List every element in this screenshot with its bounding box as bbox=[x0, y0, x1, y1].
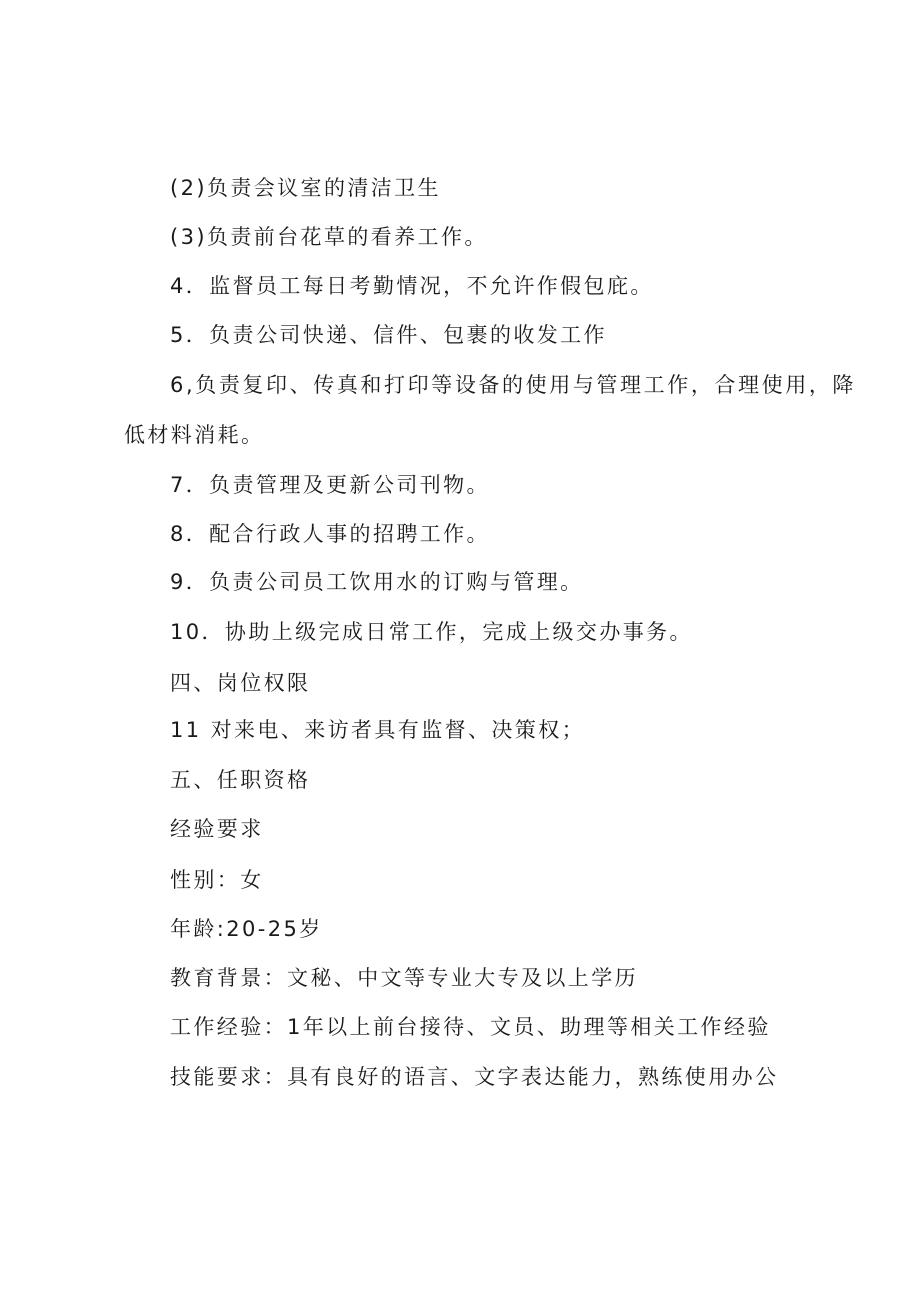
requirement-education: 教育背景：文秘、中文等专业大专及以上学历 bbox=[170, 966, 638, 990]
duty-item-9-line: 9．负责公司员工饮用水的订购与管理。 bbox=[170, 570, 584, 594]
duty-item-6-continuation: 低材料消耗。 bbox=[124, 423, 265, 447]
duty-item-8-line: 8．配合行政人事的招聘工作。 bbox=[170, 522, 490, 546]
section-heading-permissions: 四、岗位权限 bbox=[170, 671, 311, 695]
duty-item-10-line: 10．协助上级完成日常工作，完成上级交办事务。 bbox=[170, 620, 693, 644]
permission-item-line: 11 对来电、来访者具有监督、决策权； bbox=[170, 718, 585, 742]
duty-item-7-line: 7．负责管理及更新公司刊物。 bbox=[170, 473, 490, 497]
requirement-age: 年龄:20-25岁 bbox=[170, 917, 323, 941]
duty-item-3-line: (3)负责前台花草的看养工作。 bbox=[170, 225, 488, 249]
requirement-skills: 技能要求：具有良好的语言、文字表达能力，熟练使用办公 bbox=[170, 1065, 779, 1089]
duty-item-6-line: 6,负责复印、传真和打印等设备的使用与管理工作，合理使用，降 bbox=[170, 373, 857, 397]
requirement-work-experience: 工作经验：1年以上前台接待、文员、助理等相关工作经验 bbox=[170, 1015, 771, 1039]
duty-item-4-line: 4．监督员工每日考勤情况，不允许作假包庇。 bbox=[170, 274, 654, 298]
subheading-experience-requirements: 经验要求 bbox=[170, 817, 264, 841]
section-heading-qualifications: 五、任职资格 bbox=[170, 768, 311, 792]
duty-item-2-line: (2)负责会议室的清洁卫生 bbox=[170, 176, 441, 200]
duty-item-5-line: 5．负责公司快递、信件、包裹的收发工作 bbox=[170, 323, 607, 347]
requirement-gender: 性别：女 bbox=[170, 868, 264, 892]
